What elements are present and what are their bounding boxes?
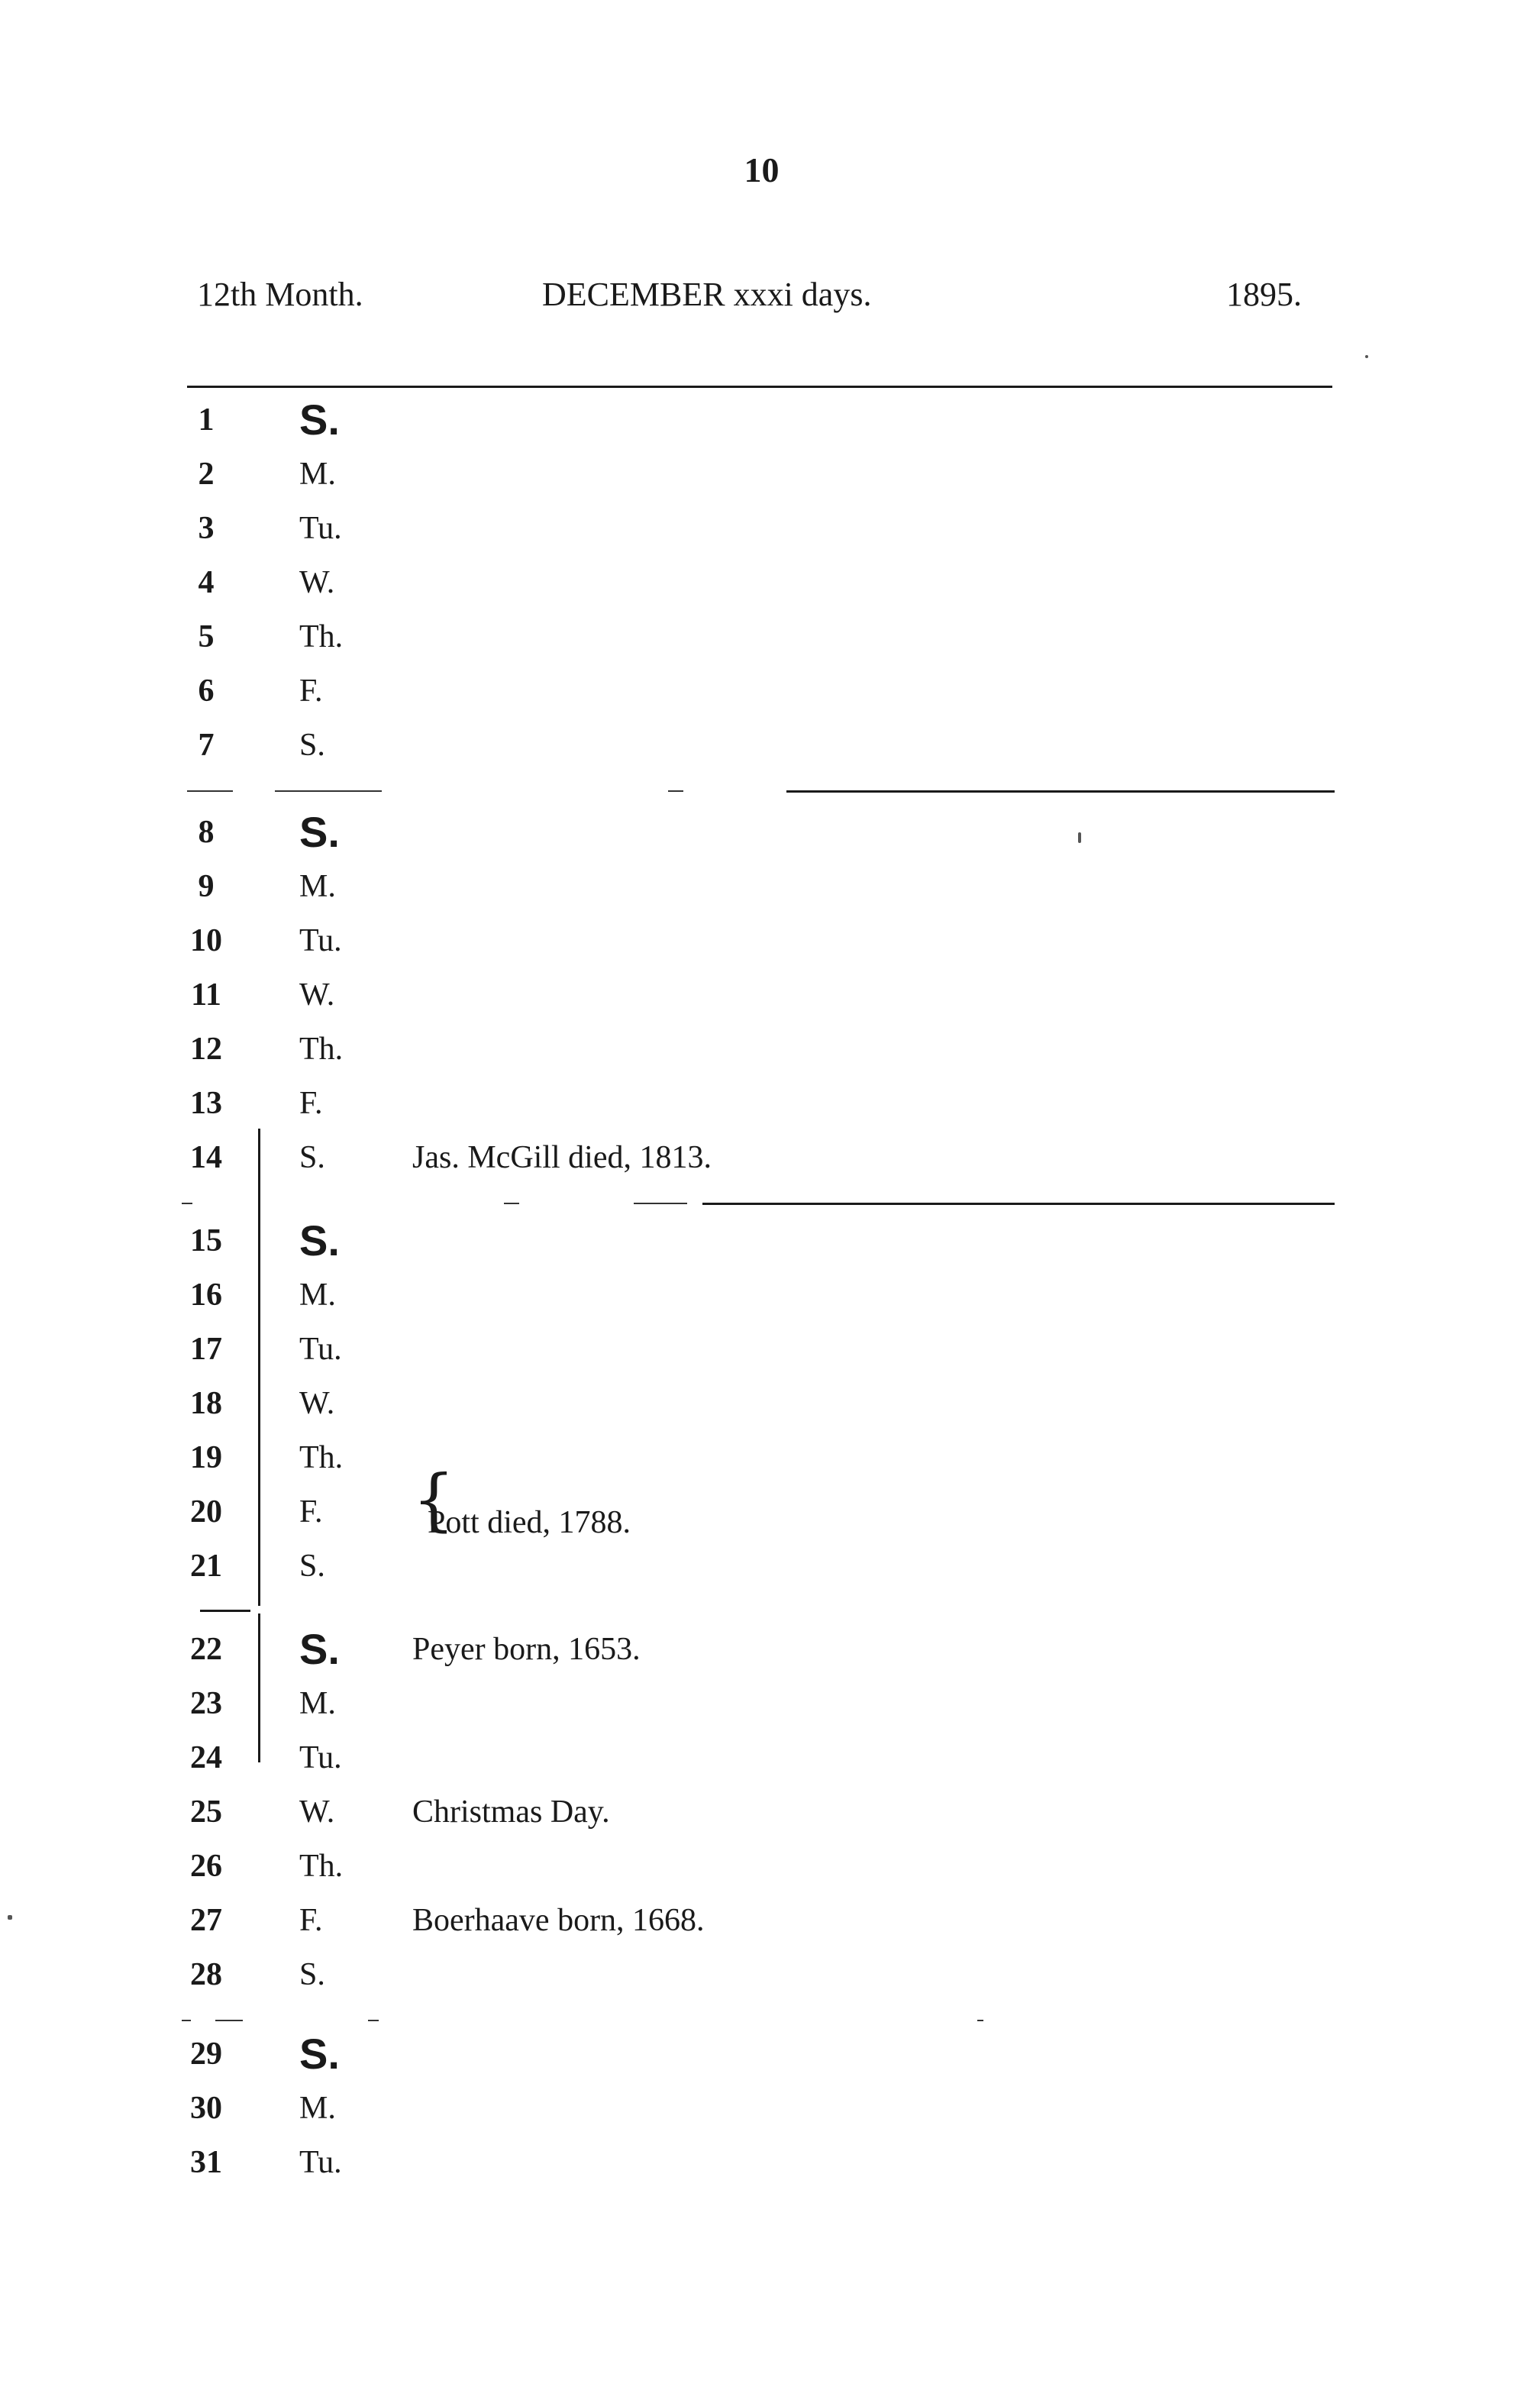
day-number: 8 bbox=[198, 815, 215, 850]
week-divider bbox=[702, 1203, 1335, 1205]
day-row bbox=[0, 610, 1540, 664]
day-note: Pott died, 1788. bbox=[428, 1505, 631, 1540]
day-row bbox=[0, 393, 1540, 447]
header-rule bbox=[187, 386, 1332, 388]
day-row bbox=[0, 1948, 1540, 2001]
week-divider bbox=[368, 2020, 379, 2021]
weekday-sunday: S. bbox=[299, 2030, 340, 2078]
day-number: 9 bbox=[198, 869, 215, 904]
day-row bbox=[0, 1377, 1540, 1430]
weekday: Tu. bbox=[299, 511, 342, 546]
weekday: F. bbox=[299, 1903, 323, 1938]
day-row bbox=[0, 1131, 1540, 1184]
day-note: Jas. McGill died, 1813. bbox=[412, 1140, 712, 1175]
day-row bbox=[0, 664, 1540, 718]
calendar-header bbox=[0, 275, 1540, 321]
day-number: 22 bbox=[190, 1632, 222, 1667]
weekday: F. bbox=[299, 1494, 323, 1529]
day-row bbox=[0, 1268, 1540, 1322]
day-note: Boerhaave born, 1668. bbox=[412, 1903, 705, 1938]
day-row bbox=[0, 914, 1540, 967]
day-number: 2 bbox=[198, 457, 215, 492]
day-row bbox=[0, 556, 1540, 609]
week-divider bbox=[215, 2020, 243, 2021]
week-divider bbox=[786, 790, 1335, 793]
day-row bbox=[0, 1623, 1540, 1676]
day-number: 23 bbox=[190, 1686, 222, 1721]
day-row bbox=[0, 1431, 1540, 1484]
weekday: M. bbox=[299, 1278, 336, 1313]
day-row bbox=[0, 1894, 1540, 1947]
calendar-year: 1895. bbox=[1226, 276, 1302, 313]
day-number: 12 bbox=[190, 1032, 222, 1067]
weekday: Tu. bbox=[299, 2145, 342, 2180]
weekday: Tu. bbox=[299, 1740, 342, 1775]
weekday-sunday: S. bbox=[299, 1625, 340, 1673]
day-row bbox=[0, 2082, 1540, 2135]
day-row bbox=[0, 2027, 1540, 2081]
weekday: Tu. bbox=[299, 923, 342, 958]
weekday: Th. bbox=[299, 1849, 344, 1884]
day-number: 3 bbox=[198, 511, 215, 546]
day-number: 7 bbox=[198, 728, 215, 763]
weekday: W. bbox=[299, 565, 335, 600]
weekday: M. bbox=[299, 457, 336, 492]
day-number: 26 bbox=[190, 1849, 222, 1884]
day-number: 6 bbox=[198, 673, 215, 709]
day-row bbox=[0, 447, 1540, 501]
day-number: 10 bbox=[190, 923, 222, 958]
day-row bbox=[0, 1840, 1540, 1893]
day-number: 21 bbox=[190, 1549, 222, 1584]
weekday: F. bbox=[299, 1086, 323, 1121]
weekday: S. bbox=[299, 1957, 325, 1992]
weekday: S. bbox=[299, 728, 325, 763]
week-divider bbox=[977, 2020, 983, 2021]
day-number: 28 bbox=[190, 1957, 222, 1992]
day-number: 16 bbox=[190, 1278, 222, 1313]
day-number: 14 bbox=[190, 1140, 222, 1175]
day-number: 15 bbox=[190, 1223, 222, 1258]
day-row bbox=[0, 1785, 1540, 1839]
day-number: 1 bbox=[198, 402, 215, 438]
weekday: F. bbox=[299, 673, 323, 709]
day-row bbox=[0, 1677, 1540, 1730]
day-number: 30 bbox=[190, 2091, 222, 2126]
day-number: 24 bbox=[190, 1740, 222, 1775]
day-number: 18 bbox=[190, 1386, 222, 1421]
weekday: Th. bbox=[299, 1440, 344, 1475]
day-row bbox=[0, 1485, 1540, 1539]
weekday-sunday: S. bbox=[299, 396, 340, 444]
weekday: M. bbox=[299, 1686, 336, 1721]
week-divider bbox=[275, 790, 382, 792]
day-row bbox=[0, 1077, 1540, 1130]
day-row bbox=[0, 1323, 1540, 1376]
ink-speck bbox=[1365, 355, 1368, 358]
day-row bbox=[0, 1022, 1540, 1076]
month-label: 12th Month. bbox=[197, 276, 363, 313]
week-divider bbox=[182, 1203, 192, 1204]
week-divider bbox=[182, 2020, 191, 2021]
weekday: Th. bbox=[299, 1032, 344, 1067]
weekday-sunday: S. bbox=[299, 1216, 340, 1265]
week-divider bbox=[200, 1610, 250, 1612]
brace-icon: { bbox=[412, 1460, 455, 1539]
weekday: S. bbox=[299, 1140, 325, 1175]
week-divider bbox=[504, 1203, 519, 1204]
day-note: Christmas Day. bbox=[412, 1794, 610, 1830]
page-number: 10 bbox=[744, 150, 780, 189]
day-number: 25 bbox=[190, 1794, 222, 1830]
day-row bbox=[0, 502, 1540, 555]
week-divider bbox=[187, 790, 233, 792]
calendar-title: DECEMBER xxxi days. bbox=[542, 276, 872, 313]
day-row bbox=[0, 1214, 1540, 1268]
day-number: 5 bbox=[198, 619, 215, 654]
weekday: S. bbox=[299, 1549, 325, 1584]
day-number: 27 bbox=[190, 1903, 222, 1938]
weekday: M. bbox=[299, 2091, 336, 2126]
weekday: W. bbox=[299, 1386, 335, 1421]
day-row bbox=[0, 1731, 1540, 1785]
weekday: Tu. bbox=[299, 1332, 342, 1367]
day-number: 17 bbox=[190, 1332, 222, 1367]
day-number: 19 bbox=[190, 1440, 222, 1475]
day-number: 13 bbox=[190, 1086, 222, 1121]
day-number: 4 bbox=[198, 565, 215, 600]
week-divider bbox=[668, 790, 683, 792]
weekday-sunday: S. bbox=[299, 808, 340, 856]
weekday: M. bbox=[299, 869, 336, 904]
day-number: 20 bbox=[190, 1494, 222, 1529]
week-divider bbox=[634, 1203, 687, 1204]
day-number: 31 bbox=[190, 2145, 222, 2180]
weekday: Th. bbox=[299, 619, 344, 654]
day-number: 11 bbox=[191, 977, 221, 1013]
day-number: 29 bbox=[190, 2037, 222, 2072]
day-row bbox=[0, 719, 1540, 772]
day-row bbox=[0, 1539, 1540, 1593]
day-row bbox=[0, 968, 1540, 1022]
day-row bbox=[0, 860, 1540, 913]
day-note: Peyer born, 1653. bbox=[412, 1632, 641, 1667]
weekday: W. bbox=[299, 977, 335, 1013]
day-row bbox=[0, 806, 1540, 859]
weekday: W. bbox=[299, 1794, 335, 1830]
day-row bbox=[0, 2136, 1540, 2189]
